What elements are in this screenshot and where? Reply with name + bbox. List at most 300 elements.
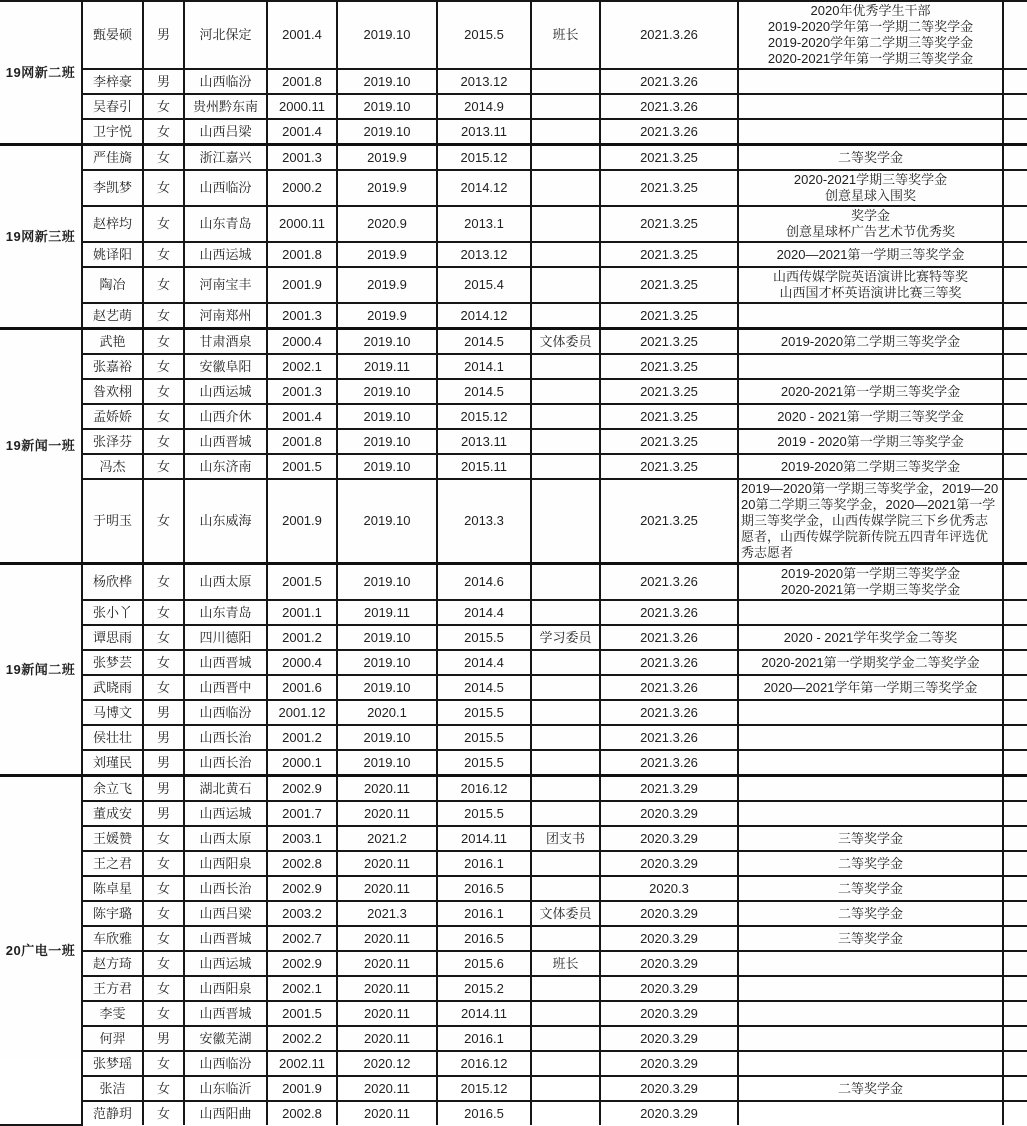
hometown-cell: 山西太原 <box>184 826 267 851</box>
class-position-cell: 团支书 <box>531 826 600 851</box>
edge-sliver-cell <box>1003 700 1027 725</box>
table-row <box>0 700 1027 725</box>
award-line: 奖学金 <box>850 208 890 223</box>
apply-date-cell: 2021.3.26 <box>600 564 738 601</box>
hometown-cell: 山西晋城 <box>184 1001 267 1026</box>
birth-date-cell: 2000.11 <box>267 206 337 242</box>
league-date-cell: 2016.1 <box>437 1026 531 1051</box>
table-row <box>0 69 1027 94</box>
enroll-date-cell: 2020.11 <box>337 1076 437 1101</box>
awards-cell <box>738 600 1003 625</box>
awards-cell <box>738 1051 1003 1076</box>
league-date-cell: 2014.12 <box>437 170 531 206</box>
edge-sliver-cell <box>1003 926 1027 951</box>
table-row <box>0 776 1027 802</box>
class-name-cell: 19新闻一班 <box>0 329 82 564</box>
student-name-cell: 王方君 <box>82 976 143 1001</box>
class-position-cell <box>531 94 600 119</box>
league-date-cell: 2016.5 <box>437 876 531 901</box>
birth-date-cell: 2002.9 <box>267 876 337 901</box>
award-line: 创意星球入围奖 <box>824 188 916 203</box>
enroll-date-cell: 2019.10 <box>337 329 437 355</box>
hometown-cell: 山西运城 <box>184 801 267 826</box>
edge-sliver-cell <box>1003 600 1027 625</box>
table-row <box>0 206 1027 242</box>
birth-date-cell: 2002.8 <box>267 1101 337 1125</box>
hometown-cell: 贵州黔东南 <box>184 94 267 119</box>
birth-date-cell: 2001.7 <box>267 801 337 826</box>
league-date-cell: 2016.12 <box>437 1051 531 1076</box>
birth-date-cell: 2001.8 <box>267 429 337 454</box>
league-date-cell: 2015.5 <box>437 700 531 725</box>
award-line: 2020-2021学期三等奖学金 <box>793 172 948 187</box>
table-row <box>0 1026 1027 1051</box>
league-date-cell: 2014.6 <box>437 564 531 601</box>
award-line: 2020年优秀学生干部 <box>810 3 931 18</box>
birth-date-cell: 2002.8 <box>267 851 337 876</box>
hometown-cell: 山西临汾 <box>184 69 267 94</box>
award-line: 山西国才杯英语演讲比赛三等奖 <box>779 285 962 300</box>
birth-date-cell: 2002.7 <box>267 926 337 951</box>
gender-cell: 女 <box>143 1001 184 1026</box>
apply-date-cell: 2021.3.26 <box>600 675 738 700</box>
edge-sliver-cell <box>1003 776 1027 802</box>
award-line: 2019-2020学年第二学期三等奖学金 <box>767 35 974 50</box>
gender-cell: 女 <box>143 625 184 650</box>
awards-cell <box>738 1001 1003 1026</box>
gender-cell: 男 <box>143 1026 184 1051</box>
award-line: 2020-2021第一学期三等奖学金 <box>780 383 961 399</box>
class-position-cell <box>531 454 600 479</box>
enroll-date-cell: 2019.10 <box>337 564 437 601</box>
apply-date-cell: 2021.3.25 <box>600 303 738 329</box>
awards-cell <box>738 901 1003 926</box>
award-line: 2019-2020第二学期三等奖学金 <box>780 458 961 474</box>
award-line: 2019-2020学年第一学期二等奖学金 <box>767 19 974 34</box>
apply-date-cell: 2020.3.29 <box>600 1076 738 1101</box>
enroll-date-cell: 2019.10 <box>337 119 437 145</box>
hometown-cell: 山西长治 <box>184 750 267 776</box>
gender-cell: 女 <box>143 242 184 267</box>
hometown-cell: 山西晋中 <box>184 675 267 700</box>
league-date-cell: 2014.11 <box>437 826 531 851</box>
hometown-cell: 山西临汾 <box>184 700 267 725</box>
hometown-cell: 山东青岛 <box>184 600 267 625</box>
award-line: 创意星球杯广告艺术节优秀奖 <box>785 224 955 239</box>
birth-date-cell: 2002.1 <box>267 976 337 1001</box>
hometown-cell: 四川德阳 <box>184 625 267 650</box>
gender-cell: 女 <box>143 94 184 119</box>
edge-sliver-cell <box>1003 303 1027 329</box>
table-row <box>0 1 1027 69</box>
apply-date-cell: 2021.3.26 <box>600 69 738 94</box>
birth-date-cell: 2000.4 <box>267 329 337 355</box>
awards-cell <box>738 479 1003 564</box>
apply-date-cell: 2020.3.29 <box>600 976 738 1001</box>
hometown-cell: 甘肃酒泉 <box>184 329 267 355</box>
award-line: 山西传媒学院英语演讲比赛特等奖 <box>772 269 968 284</box>
edge-sliver-cell <box>1003 479 1027 564</box>
enroll-date-cell: 2020.11 <box>337 801 437 826</box>
birth-date-cell: 2001.9 <box>267 1076 337 1101</box>
edge-sliver-cell <box>1003 750 1027 776</box>
table-row <box>0 429 1027 454</box>
hometown-cell: 山西阳泉 <box>184 976 267 1001</box>
award-line: 二等奖学金 <box>837 880 903 896</box>
class-position-cell <box>531 429 600 454</box>
awards-cell <box>738 564 1003 601</box>
apply-date-cell: 2021.3.26 <box>600 625 738 650</box>
birth-date-cell: 2001.5 <box>267 454 337 479</box>
league-date-cell: 2014.5 <box>437 329 531 355</box>
class-position-cell <box>531 69 600 94</box>
edge-sliver-cell <box>1003 826 1027 851</box>
gender-cell: 男 <box>143 700 184 725</box>
awards-cell <box>738 801 1003 826</box>
awards-cell <box>738 1076 1003 1101</box>
hometown-cell: 山西长治 <box>184 725 267 750</box>
enroll-date-cell: 2019.10 <box>337 94 437 119</box>
edge-sliver-cell <box>1003 429 1027 454</box>
class-position-cell <box>531 725 600 750</box>
apply-date-cell: 2021.3.29 <box>600 776 738 802</box>
birth-date-cell: 2001.4 <box>267 1 337 69</box>
table-row <box>0 650 1027 675</box>
award-line: 二等奖学金 <box>837 1080 903 1096</box>
gender-cell: 男 <box>143 801 184 826</box>
enroll-date-cell: 2019.10 <box>337 69 437 94</box>
gender-cell: 女 <box>143 650 184 675</box>
enroll-date-cell: 2019.10 <box>337 404 437 429</box>
table-row <box>0 600 1027 625</box>
enroll-date-cell: 2020.11 <box>337 1026 437 1051</box>
league-date-cell: 2014.5 <box>437 379 531 404</box>
enroll-date-cell: 2020.11 <box>337 1001 437 1026</box>
hometown-cell: 山西晋城 <box>184 926 267 951</box>
student-name-cell: 余立飞 <box>82 776 143 802</box>
birth-date-cell: 2001.8 <box>267 69 337 94</box>
league-date-cell: 2014.4 <box>437 650 531 675</box>
enroll-date-cell: 2021.3 <box>337 901 437 926</box>
edge-sliver-cell <box>1003 267 1027 303</box>
table-row <box>0 675 1027 700</box>
class-position-cell <box>531 145 600 171</box>
edge-sliver-cell <box>1003 801 1027 826</box>
award-line: 2020 - 2021学年奖学金二等奖 <box>783 629 958 645</box>
table-row <box>0 454 1027 479</box>
awards-cell <box>738 826 1003 851</box>
hometown-cell: 山西阳泉 <box>184 851 267 876</box>
apply-date-cell: 2020.3.29 <box>600 951 738 976</box>
table-row <box>0 801 1027 826</box>
student-name-cell: 赵方琦 <box>82 951 143 976</box>
hometown-cell: 山东临沂 <box>184 1076 267 1101</box>
edge-sliver-cell <box>1003 876 1027 901</box>
hometown-cell: 山西吕梁 <box>184 119 267 145</box>
awards-cell <box>738 951 1003 976</box>
table-row <box>0 951 1027 976</box>
awards-cell <box>738 1 1003 69</box>
class-position-cell <box>531 1101 600 1125</box>
gender-cell: 女 <box>143 267 184 303</box>
enroll-date-cell: 2020.1 <box>337 700 437 725</box>
apply-date-cell: 2020.3.29 <box>600 1101 738 1125</box>
birth-date-cell: 2002.9 <box>267 951 337 976</box>
enroll-date-cell: 2020.11 <box>337 876 437 901</box>
enroll-date-cell: 2019.10 <box>337 725 437 750</box>
class-name-cell: 19网新三班 <box>0 145 82 329</box>
table-row <box>0 851 1027 876</box>
apply-date-cell: 2021.3.26 <box>600 1 738 69</box>
awards-cell <box>738 242 1003 267</box>
student-name-cell: 卫宇悦 <box>82 119 143 145</box>
enroll-date-cell: 2019.9 <box>337 242 437 267</box>
awards-cell <box>738 926 1003 951</box>
awards-cell <box>738 354 1003 379</box>
student-name-cell: 谭思雨 <box>82 625 143 650</box>
class-position-cell: 班长 <box>531 951 600 976</box>
award-line: 二等奖学金 <box>837 149 903 165</box>
student-name-cell: 昝欢栩 <box>82 379 143 404</box>
edge-sliver-cell <box>1003 1 1027 69</box>
birth-date-cell: 2000.11 <box>267 94 337 119</box>
student-name-cell: 赵梓均 <box>82 206 143 242</box>
class-position-cell <box>531 404 600 429</box>
edge-sliver-cell <box>1003 650 1027 675</box>
table-row <box>0 826 1027 851</box>
edge-sliver-cell <box>1003 675 1027 700</box>
apply-date-cell: 2020.3.29 <box>600 826 738 851</box>
enroll-date-cell: 2019.10 <box>337 454 437 479</box>
class-position-cell <box>531 801 600 826</box>
hometown-cell: 湖北黄石 <box>184 776 267 802</box>
class-position-cell <box>531 675 600 700</box>
gender-cell: 女 <box>143 564 184 601</box>
class-position-cell <box>531 354 600 379</box>
award-line: 2019-2020第一学期三等奖学金 <box>780 566 961 581</box>
award-line: 三等奖学金 <box>837 930 903 946</box>
apply-date-cell: 2021.3.25 <box>600 170 738 206</box>
award-line: 2019-2020第二学期三等奖学金 <box>780 333 961 349</box>
table-row <box>0 564 1027 601</box>
table-row <box>0 329 1027 355</box>
class-position-cell <box>531 119 600 145</box>
league-date-cell: 2013.12 <box>437 69 531 94</box>
class-name-cell: 19新闻二班 <box>0 564 82 776</box>
enroll-date-cell: 2019.10 <box>337 1 437 69</box>
league-date-cell: 2014.12 <box>437 303 531 329</box>
edge-sliver-cell <box>1003 145 1027 171</box>
birth-date-cell: 2000.2 <box>267 170 337 206</box>
class-position-cell <box>531 650 600 675</box>
student-name-cell: 于明玉 <box>82 479 143 564</box>
awards-cell <box>738 303 1003 329</box>
student-name-cell: 张梦瑶 <box>82 1051 143 1076</box>
class-position-cell <box>531 1051 600 1076</box>
hometown-cell: 山西临汾 <box>184 1051 267 1076</box>
student-name-cell: 冯杰 <box>82 454 143 479</box>
hometown-cell: 山西晋城 <box>184 650 267 675</box>
gender-cell: 女 <box>143 1051 184 1076</box>
edge-sliver-cell <box>1003 242 1027 267</box>
birth-date-cell: 2001.1 <box>267 600 337 625</box>
edge-sliver-cell <box>1003 354 1027 379</box>
gender-cell: 女 <box>143 354 184 379</box>
gender-cell: 女 <box>143 926 184 951</box>
class-position-cell <box>531 876 600 901</box>
league-date-cell: 2015.11 <box>437 454 531 479</box>
birth-date-cell: 2000.4 <box>267 650 337 675</box>
apply-date-cell: 2020.3.29 <box>600 1001 738 1026</box>
enroll-date-cell: 2019.10 <box>337 479 437 564</box>
birth-date-cell: 2002.9 <box>267 776 337 802</box>
enroll-date-cell: 2019.9 <box>337 170 437 206</box>
hometown-cell: 河北保定 <box>184 1 267 69</box>
apply-date-cell: 2020.3.29 <box>600 1026 738 1051</box>
student-name-cell: 车欣雅 <box>82 926 143 951</box>
league-date-cell: 2016.12 <box>437 776 531 802</box>
apply-date-cell: 2021.3.26 <box>600 750 738 776</box>
league-date-cell: 2013.11 <box>437 429 531 454</box>
student-name-cell: 刘瑾民 <box>82 750 143 776</box>
enroll-date-cell: 2019.9 <box>337 267 437 303</box>
awards-cell <box>738 675 1003 700</box>
league-date-cell: 2015.4 <box>437 267 531 303</box>
class-position-cell <box>531 750 600 776</box>
edge-sliver-cell <box>1003 901 1027 926</box>
enroll-date-cell: 2020.11 <box>337 851 437 876</box>
class-position-cell <box>531 564 600 601</box>
award-line: 二等奖学金 <box>837 855 903 871</box>
hometown-cell: 山西介休 <box>184 404 267 429</box>
gender-cell: 女 <box>143 119 184 145</box>
birth-date-cell: 2001.3 <box>267 379 337 404</box>
edge-sliver-cell <box>1003 1001 1027 1026</box>
league-date-cell: 2014.5 <box>437 675 531 700</box>
edge-sliver-cell <box>1003 1026 1027 1051</box>
award-line: 2020-2021学年第一学期三等奖学金 <box>767 51 974 66</box>
hometown-cell: 山西运城 <box>184 951 267 976</box>
league-date-cell: 2015.5 <box>437 625 531 650</box>
edge-sliver-cell <box>1003 404 1027 429</box>
table-row <box>0 379 1027 404</box>
table-row <box>0 625 1027 650</box>
student-name-cell: 赵艺萌 <box>82 303 143 329</box>
gender-cell: 女 <box>143 901 184 926</box>
hometown-cell: 浙江嘉兴 <box>184 145 267 171</box>
student-name-cell: 武艳 <box>82 329 143 355</box>
student-name-cell: 王之君 <box>82 851 143 876</box>
student-name-cell: 孟娇娇 <box>82 404 143 429</box>
edge-sliver-cell <box>1003 454 1027 479</box>
awards-cell <box>738 454 1003 479</box>
gender-cell: 女 <box>143 1076 184 1101</box>
apply-date-cell: 2021.3.25 <box>600 145 738 171</box>
awards-cell <box>738 1026 1003 1051</box>
table-row <box>0 267 1027 303</box>
enroll-date-cell: 2019.10 <box>337 750 437 776</box>
table-row <box>0 926 1027 951</box>
birth-date-cell: 2002.2 <box>267 1026 337 1051</box>
birth-date-cell: 2002.1 <box>267 354 337 379</box>
apply-date-cell: 2021.3.26 <box>600 119 738 145</box>
league-date-cell: 2015.12 <box>437 404 531 429</box>
apply-date-cell: 2021.3.25 <box>600 242 738 267</box>
table-row <box>0 303 1027 329</box>
class-position-cell <box>531 851 600 876</box>
gender-cell: 男 <box>143 776 184 802</box>
class-position-cell <box>531 926 600 951</box>
edge-sliver-cell <box>1003 119 1027 145</box>
enroll-date-cell: 2019.9 <box>337 303 437 329</box>
class-position-cell <box>531 242 600 267</box>
table-row <box>0 1051 1027 1076</box>
student-name-cell: 张嘉裕 <box>82 354 143 379</box>
hometown-cell: 山西吕梁 <box>184 901 267 926</box>
student-name-cell: 武晓雨 <box>82 675 143 700</box>
league-date-cell: 2015.12 <box>437 1076 531 1101</box>
student-name-cell: 甄晏硕 <box>82 1 143 69</box>
hometown-cell: 山西太原 <box>184 564 267 601</box>
birth-date-cell: 2001.5 <box>267 1001 337 1026</box>
awards-cell <box>738 145 1003 171</box>
league-date-cell: 2015.5 <box>437 1 531 69</box>
league-date-cell: 2014.1 <box>437 354 531 379</box>
enroll-date-cell: 2019.9 <box>337 145 437 171</box>
student-name-cell: 张梦芸 <box>82 650 143 675</box>
table-row <box>0 725 1027 750</box>
table-row <box>0 145 1027 171</box>
gender-cell: 女 <box>143 379 184 404</box>
enroll-date-cell: 2020.9 <box>337 206 437 242</box>
league-date-cell: 2013.1 <box>437 206 531 242</box>
table-row <box>0 1001 1027 1026</box>
award-line: 三等奖学金 <box>837 830 903 846</box>
gender-cell: 男 <box>143 1 184 69</box>
awards-cell <box>738 429 1003 454</box>
table-row <box>0 750 1027 776</box>
table-row <box>0 94 1027 119</box>
class-position-cell <box>531 776 600 802</box>
awards-cell <box>738 725 1003 750</box>
award-line: 2020-2021第一学期三等奖学金 <box>780 582 961 597</box>
table-row <box>0 479 1027 564</box>
table-row <box>0 901 1027 926</box>
edge-sliver-cell <box>1003 1076 1027 1101</box>
edge-sliver-cell <box>1003 329 1027 355</box>
edge-sliver-cell <box>1003 976 1027 1001</box>
gender-cell: 女 <box>143 206 184 242</box>
enroll-date-cell: 2019.11 <box>337 354 437 379</box>
edge-sliver-cell <box>1003 1051 1027 1076</box>
apply-date-cell: 2021.3.25 <box>600 267 738 303</box>
class-position-cell: 文体委员 <box>531 901 600 926</box>
student-name-cell: 张泽芬 <box>82 429 143 454</box>
gender-cell: 女 <box>143 851 184 876</box>
award-line: 2020-2021第一学期奖学金二等奖学金 <box>761 654 980 670</box>
birth-date-cell: 2001.5 <box>267 564 337 601</box>
apply-date-cell: 2020.3.29 <box>600 901 738 926</box>
class-position-cell <box>531 379 600 404</box>
apply-date-cell: 2021.3.25 <box>600 479 738 564</box>
table-row <box>0 1101 1027 1125</box>
award-line: 2019—2020第一学期三等奖学金，2019—2020第二学期三等奖学金，2020—2021第一学期三等奖学金，山西传媒学院三下乡优秀志愿者，山西传媒学院新传院五四青年评选优秀志愿者 <box>741 481 999 560</box>
table-row <box>0 354 1027 379</box>
hometown-cell: 山东威海 <box>184 479 267 564</box>
student-name-cell: 李梓豪 <box>82 69 143 94</box>
table-row <box>0 976 1027 1001</box>
award-line: 二等奖学金 <box>837 905 903 921</box>
